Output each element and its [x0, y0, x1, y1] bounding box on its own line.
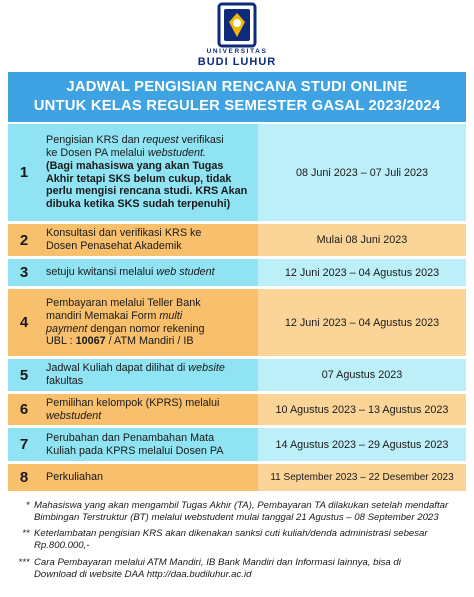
footnote-2 — [0, 528, 474, 552]
logo-name-label: BUDI LUHUR — [197, 56, 277, 68]
schedule-row-3 — [8, 259, 466, 286]
row-description: Konsultasi dan verifikasi KRS ke Dosen Penasehat Akademik — [40, 224, 258, 256]
row-number: 5 — [8, 359, 40, 391]
row-description: setuju kwitansi melalui web student — [40, 259, 258, 286]
university-emblem-icon — [217, 2, 257, 48]
row-description: Perkuliahan — [40, 464, 258, 491]
footnote-3 — [0, 557, 474, 581]
row-date: 08 Juni 2023 – 07 Juli 2023 — [258, 124, 466, 221]
schedule-row-1 — [8, 124, 466, 221]
row-number: 6 — [8, 394, 40, 425]
row-date: 12 Juni 2023 – 04 Agustus 2023 — [258, 289, 466, 356]
university-logo — [0, 2, 474, 70]
footnote-1 — [0, 500, 474, 524]
schedule-row-8 — [8, 464, 466, 491]
row-date: 10 Agustus 2023 – 13 Agustus 2023 — [258, 394, 466, 425]
row-description: Pemilihan kelompok (KPRS) melalui webstudent — [40, 394, 258, 425]
schedule-row-2 — [8, 224, 466, 256]
logo-university-label: UNIVERSITAS — [206, 48, 268, 55]
row-description: Jadwal Kuliah dapat dilihat di website fakultas — [40, 359, 258, 391]
row-number: 7 — [8, 428, 40, 461]
title-line-2: UNTUK KELAS REGULER SEMESTER GASAL 2023/2024 — [33, 98, 441, 114]
footnote-mark: * — [26, 500, 30, 511]
schedule-row-5 — [8, 359, 466, 391]
row-date: 14 Agustus 2023 – 29 Agustus 2023 — [258, 428, 466, 461]
row-number: 3 — [8, 259, 40, 286]
row-description: Pengisian KRS dan request verifikasi ke Dosen PA melalui webstudent. (Bagi mahasiswa yang akan Tugas Akhir tetapi SKS belum cukup, tidak perlu mengisi rencana studi. KRS Akan dibuka ketika SKS sudah terpenuhi) — [40, 124, 258, 221]
row-number: 4 — [8, 289, 40, 356]
schedule-row-6 — [8, 394, 466, 425]
row-description: Perubahan dan Penambahan Mata Kuliah pada KPRS melalui Dosen PA — [40, 428, 258, 461]
footnote-text: Cara Pembayaran melalui ATM Mandiri, IB Bank Mandiri dan Informasi lainnya, bisa di Download di website DAA http://daa.budiluhur.ac.id — [34, 557, 401, 580]
row-description: Pembayaran melalui Teller Bank mandiri Memakai Form multi payment dengan nomor rekening UBL : 10067 / ATM Mandiri / IB — [40, 289, 258, 356]
row-date: 11 September 2023 – 22 Desember 2023 — [258, 464, 466, 491]
schedule-title-banner — [8, 72, 466, 122]
title-line-1: JADWAL PENGISIAN RENCANA STUDI ONLINE — [66, 79, 408, 95]
row-number: 8 — [8, 464, 40, 491]
schedule-row-7 — [8, 428, 466, 461]
footnote-text: Keterlambatan pengisian KRS akan dikenakan sanksi cuti kuliah/denda administrasi sebesar Rp.800.000,- — [34, 528, 428, 551]
row-number: 1 — [8, 124, 40, 221]
footnote-mark: ** — [22, 528, 30, 539]
row-date: 07 Agustus 2023 — [258, 359, 466, 391]
row-date: Mulai 08 Juni 2023 — [258, 224, 466, 256]
footnote-mark: *** — [18, 557, 30, 568]
footnote-text: Mahasiswa yang akan mengambil Tugas Akhir (TA), Pembayaran TA dilakukan setelah mendaftar Bimbingan Terstruktur (BT) melalui webstudent mulai tanggal 21 Agustus – 08 September 2023 — [34, 500, 449, 523]
schedule-row-4 — [8, 289, 466, 356]
row-number: 2 — [8, 224, 40, 256]
row-date: 12 Juni 2023 – 04 Agustus 2023 — [258, 259, 466, 286]
